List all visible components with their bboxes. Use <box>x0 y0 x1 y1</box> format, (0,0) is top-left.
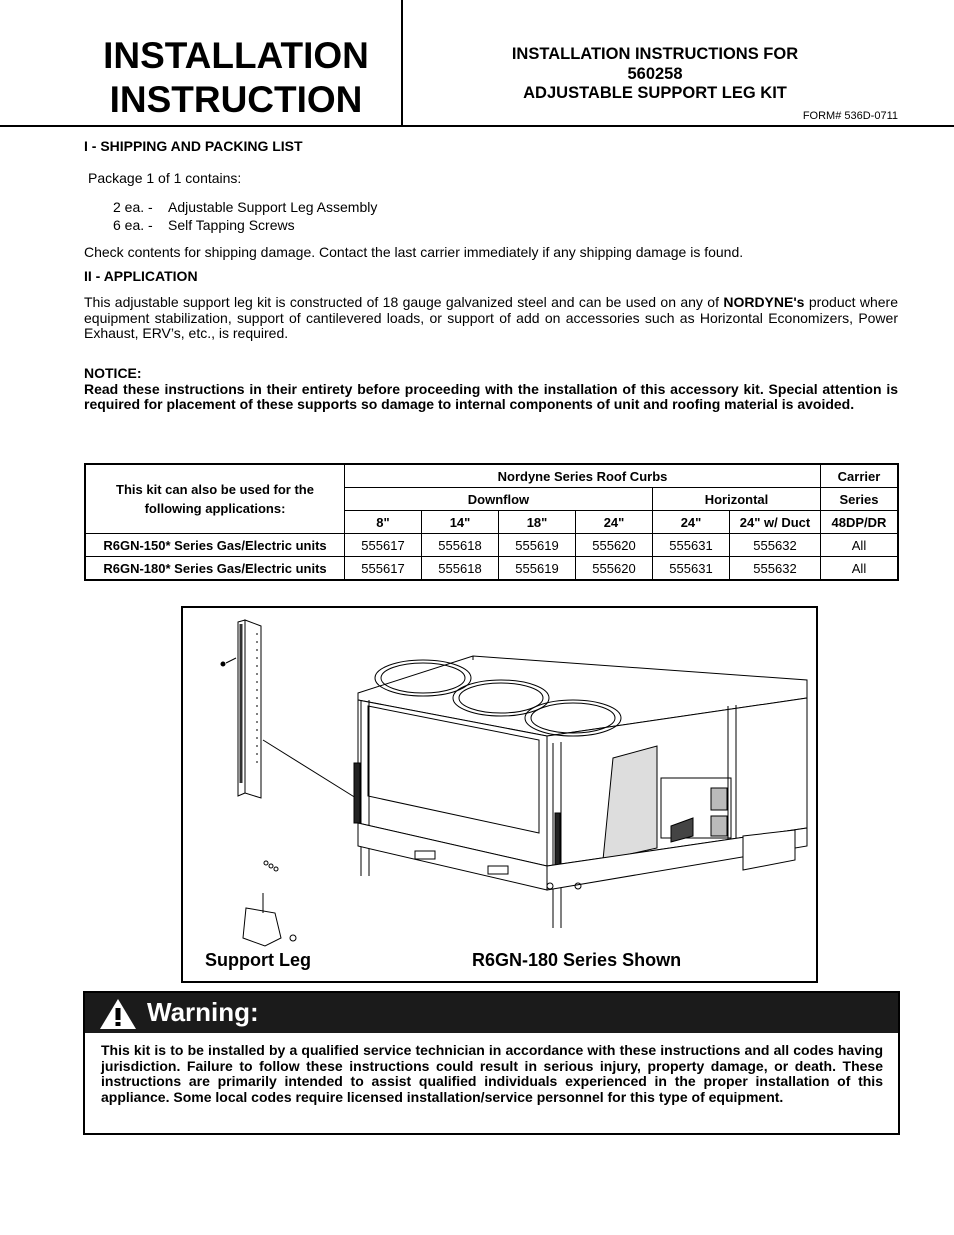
notice-heading: NOTICE: <box>84 365 142 381</box>
item1-desc: Adjustable Support Leg Assembly <box>168 199 378 215</box>
application-text-after: product where equipment stabilization, support of cantilevered loads, or support of add on accessories such as Horizontal Economizers, Power Exhaust, ERV’s, etc., is required. <box>84 294 898 341</box>
table-cell: 555619 <box>499 534 576 557</box>
subtitle-line1: INSTALLATION INSTRUCTIONS FOR <box>511 45 799 63</box>
notice-text: Read these instructions in their entirety before proceeding with the installation of this accessory kit. Special attention is required for placement of these supports so damage to internal components of unit and roofing material is avoided. <box>84 380 898 412</box>
package-line: Package 1 of 1 contains: <box>88 170 242 186</box>
table-cell: All <box>821 534 899 557</box>
roof-curbs-header: Nordyne Series Roof Curbs <box>345 464 821 488</box>
size-header: 24" <box>576 511 653 534</box>
unit-illustration-frame <box>181 606 818 983</box>
carrier-header: Carrier <box>821 464 899 488</box>
size-header: 24" <box>653 511 730 534</box>
horizontal-header: Horizontal <box>653 488 821 511</box>
document-title-line1: INSTALLATION <box>103 35 369 76</box>
series-header: Series <box>821 488 899 511</box>
downflow-header: Downflow <box>345 488 653 511</box>
carrier-series-header: 48DP/DR <box>821 511 899 534</box>
applications-table <box>84 463 899 581</box>
table-cell: All <box>821 557 899 581</box>
table-cell: 555620 <box>576 557 653 581</box>
warning-text: This kit is to be installed by a qualified service technician in accordance with these instructions and all codes having jurisdiction. Failure to follow these instructions could result in serious injury, property damage, or death. These instructions are primarily intended to assist qualified individuals experienced in the proper installation of this appliance. Some local codes require licensed installation/service personnel for this type of equipment. <box>101 1042 883 1105</box>
form-number: FORM# 536D-0711 <box>802 110 898 122</box>
item1-qty: 2 ea. - <box>113 199 153 215</box>
brand-name: NORDYNE's <box>723 294 805 310</box>
row-label: R6GN-150* Series Gas/Electric units <box>85 534 345 557</box>
unit-illustration <box>183 608 816 981</box>
size-header: 14" <box>422 511 499 534</box>
subtitle-line2: 560258 <box>627 64 683 83</box>
table-cell: 555632 <box>730 557 821 581</box>
subtitle-line3: ADJUSTABLE SUPPORT LEG KIT <box>523 84 787 102</box>
warning-title: Warning: <box>147 997 259 1027</box>
application-text-before: This adjustable support leg kit is constructed of 18 gauge galvanized steel and can be used on any of <box>84 294 719 310</box>
check-contents-text: Check contents for shipping damage. Contact the last carrier immediately if any shipping damage is found. <box>84 244 744 260</box>
table-cell: 555618 <box>422 557 499 581</box>
header-divider-horizontal <box>0 125 954 127</box>
section1-heading: I - SHIPPING AND PACKING LIST <box>84 138 303 154</box>
unit-caption: R6GN-180 Series Shown <box>472 950 682 970</box>
table-row <box>85 534 898 557</box>
document-title <box>70 34 402 122</box>
table-cell: 555619 <box>499 557 576 581</box>
document-subtitle <box>420 45 890 104</box>
row-label: R6GN-180* Series Gas/Electric units <box>85 557 345 581</box>
table-corner-label: This kit can also be used for the following applications: <box>85 464 345 534</box>
document-title-line2: INSTRUCTION <box>109 79 363 120</box>
table-cell: 555620 <box>576 534 653 557</box>
size-header: 8" <box>345 511 422 534</box>
table-cell: 555617 <box>345 557 422 581</box>
table-cell: 555631 <box>653 534 730 557</box>
size-header: 18" <box>499 511 576 534</box>
table-cell: 555618 <box>422 534 499 557</box>
table-row <box>85 557 898 581</box>
table-cell: 555631 <box>653 557 730 581</box>
support-leg-caption: Support Leg <box>205 950 311 970</box>
section2-heading: II - APPLICATION <box>84 268 198 284</box>
item2-qty: 6 ea. - <box>113 217 153 233</box>
notice-block <box>84 366 898 413</box>
warning-header-bar <box>85 993 898 1033</box>
item2-desc: Self Tapping Screws <box>168 217 295 233</box>
warning-triangle-icon <box>98 997 138 1031</box>
support-leg-drawing <box>221 620 356 946</box>
table-cell: 555617 <box>345 534 422 557</box>
size-header: 24" w/ Duct <box>730 511 821 534</box>
roof-unit-drawing <box>354 656 807 928</box>
warning-box <box>83 991 900 1135</box>
application-paragraph <box>84 295 898 342</box>
table-cell: 555632 <box>730 534 821 557</box>
